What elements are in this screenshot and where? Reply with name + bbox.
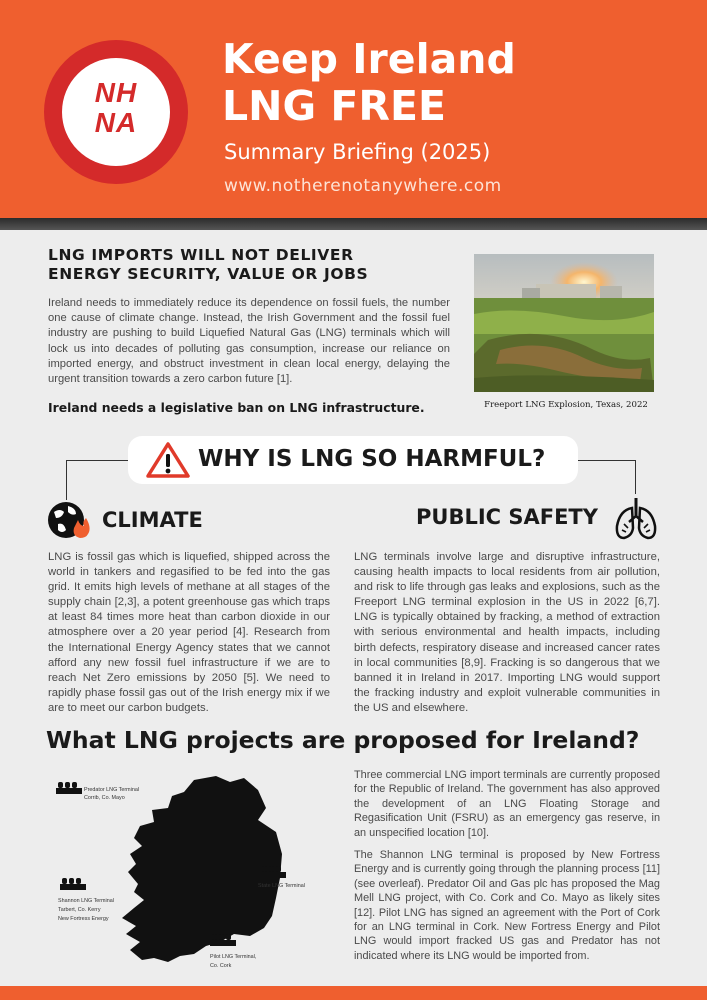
- subtitle: Summary Briefing (2025): [224, 140, 491, 164]
- website-url: www.notherenotanywhere.com: [224, 176, 502, 196]
- map-label-predator-2: Corrib, Co. Mayo: [84, 795, 125, 801]
- tanker-icon-pilot: [210, 934, 236, 946]
- tanker-icon-state: [260, 866, 286, 878]
- globe-fire-icon: [46, 500, 94, 540]
- intro-heading-line-1: LNG IMPORTS WILL NOT DELIVER: [48, 246, 354, 264]
- connector-left: [66, 460, 128, 500]
- logo-line-2: NA: [94, 107, 138, 138]
- ireland-map: [44, 768, 344, 978]
- warning-icon: [146, 442, 190, 478]
- climate-paragraph: LNG is fossil gas which is liquefied, shipped across the world in tankers and regasified to be fed into the gas grid. It emits high levels of methane at all stages of the supply chain [2,3], a potent greenhouse gas which traps at least 84 times more heat than carbon dioxide in our atmosphere over a 20 year period [4]. Research from the International Energy Agency states that we cannot afford any new fossil fuel infrastructure if we are to reach Net Zero emissions by 2050 [5]. We need to rapidly phase fossil gas out of the Irish energy mix if we are to meet our carbon budgets.: [48, 551, 330, 714]
- map-label-shannon-2: Tarbert, Co. Kerry: [58, 907, 101, 913]
- lungs-icon: [612, 494, 660, 542]
- freeport-explosion-photo: [474, 254, 654, 392]
- footer-band: [0, 986, 707, 1000]
- map-label-pilot-2: Co. Cork: [210, 963, 232, 969]
- title-line-2: LNG FREE: [222, 82, 446, 130]
- projects-paragraph-1: Three commercial LNG import terminals are currently proposed for the Republic of Ireland. The government has also approved the development of an LNG Floating Storage and Regasification Unit (FSRU) as an emergency gas reserve, in an unspecified location [10].: [354, 769, 660, 839]
- climate-heading: CLIMATE: [102, 508, 203, 532]
- map-label-shannon-3: New Fortress Energy: [58, 916, 109, 922]
- connector-right: [578, 460, 636, 494]
- intro-heading-line-2: ENERGY SECURITY, VALUE OR JOBS: [48, 265, 369, 283]
- map-label-pilot-1: Pilot LNG Terminal,: [210, 954, 257, 960]
- why-heading: WHY IS LNG SO HARMFUL?: [198, 446, 546, 472]
- title-line-1: Keep Ireland: [222, 35, 516, 83]
- map-label-state: State LNG Terminal: [258, 883, 305, 889]
- projects-text: [354, 768, 660, 971]
- page-title: [222, 36, 516, 130]
- intro-paragraph: Ireland needs to immediately reduce its dependence on fossil fuels, the number one cause of climate change. Instead, the Irish Government and the fossil fuel industry are pushing to build Liquefied Natural Gas (LNG) terminals which will lock us into decades of polluting gas consumption, increase our reliance on imported energy, and obstruct investment in clean local energy, delaying the urgent transition towards a zero carbon future [1].: [48, 297, 450, 386]
- tanker-icon-predator: [56, 782, 82, 794]
- projects-paragraph-2: The Shannon LNG terminal is proposed by New Fortress Energy and is currently going through the planning process [11] (see overleaf). Predator Oil and Gas plc has proposed the Mag Mell LNG project, with Co. Cork and Co. Mayo as likely sites [12]. Pilot LNG has signed an agreement with the Port of Cork for an LNG terminal in Cork. New Fortress Energy and Pilot LNG would import fracked US gas and Predator has not indicated where its LNG would be imported from.: [354, 849, 660, 962]
- public-safety-heading: PUBLIC SAFETY: [416, 505, 598, 529]
- ireland-silhouette: [122, 776, 282, 962]
- header-divider: [0, 218, 707, 230]
- photo-caption: Freeport LNG Explosion, Texas, 2022: [484, 400, 648, 410]
- logo-line-1: NH: [94, 77, 138, 108]
- intro-heading: [48, 246, 468, 284]
- public-safety-paragraph: LNG terminals involve large and disruptive infrastructure, causing health impacts to local residents from air pollution, and risk to life through gas leaks and explosions, such as the Freeport LNG terminal explosion in the US in 2022 [6,7]. LNG is typically obtained by fracking, a method of extraction with serious environmental and health impacts, including birth defects, respiratory disease and increased cancer rates in local communities [8,9]. Fracking is so dangerous that we banned it in Ireland in 2017. Importing LNG would support the fracking industry and exploit vulnerable communities in the US and elsewhere.: [354, 551, 660, 714]
- map-label-shannon-1: Shannon LNG Terminal: [58, 898, 114, 904]
- map-label-predator-1: Predator LNG Terminal: [84, 787, 140, 793]
- tanker-icon-shannon: [60, 878, 86, 890]
- projects-heading: What LNG projects are proposed for Ireland?: [46, 726, 640, 754]
- logo-text: [62, 78, 170, 138]
- ban-statement: Ireland needs a legislative ban on LNG infrastructure.: [48, 400, 425, 415]
